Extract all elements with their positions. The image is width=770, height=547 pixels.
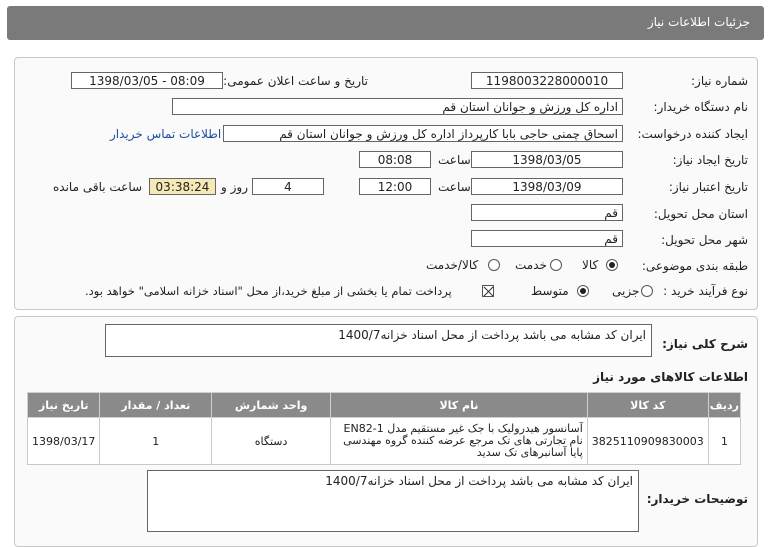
city-label: شهر محل تحویل: bbox=[661, 233, 748, 247]
process-medium-label: متوسط bbox=[531, 284, 569, 298]
page-header bbox=[7, 6, 764, 40]
cell-qty: 1 bbox=[100, 418, 212, 465]
col-date: تاریخ نیاز bbox=[28, 393, 100, 418]
cell-name: آسانسور هیدرولیک با جک غیر مستقیم مدل EN82-1 نام تجارتی های تک مرجع عرضه کننده گروه مهندسی پایا آسانبرهای تک سدید bbox=[331, 418, 588, 465]
category-goods-label: کالا bbox=[582, 258, 599, 272]
valid-date-field: 1398/03/09 bbox=[471, 178, 623, 195]
process-minor-label: جزیی bbox=[612, 284, 640, 298]
valid-date-label: تاریخ اعتبار نیاز: bbox=[668, 180, 748, 194]
col-row: ردیف bbox=[708, 393, 740, 418]
category-goods-service-radio[interactable] bbox=[488, 259, 500, 271]
buyer-notes-label: توضیحات خریدار: bbox=[646, 492, 748, 506]
created-time-label: ساعت bbox=[438, 153, 471, 167]
time-left-label: ساعت باقی مانده bbox=[53, 180, 143, 194]
time-left-field: 03:38:24 bbox=[149, 178, 216, 195]
treasury-payment-checkbox[interactable] bbox=[482, 285, 494, 297]
province-field: قم bbox=[471, 204, 623, 221]
need-number-field: 1198003228000010 bbox=[471, 72, 623, 89]
buyer-org-field: اداره کل ورزش و جوانان استان قم bbox=[172, 98, 623, 115]
process-medium-radio[interactable] bbox=[577, 285, 589, 297]
category-service-radio[interactable] bbox=[550, 259, 562, 271]
created-time-field: 08:08 bbox=[359, 151, 431, 168]
cell-code: 3825110909830003 bbox=[587, 418, 708, 465]
cell-date: 1398/03/17 bbox=[28, 418, 100, 465]
created-date-label: تاریخ ایجاد نیاز: bbox=[672, 153, 748, 167]
creator-field: اسحاق چمنی حاجی بابا کارپرداز اداره کل ورزش و جوانان استان قم bbox=[223, 125, 623, 142]
cell-unit: دستگاه bbox=[212, 418, 331, 465]
creator-label: ایجاد کننده درخواست: bbox=[637, 127, 748, 141]
announce-label: تاریخ و ساعت اعلان عمومی: bbox=[223, 74, 368, 88]
cell-row: 1 bbox=[708, 418, 740, 465]
category-service-label: خدمت bbox=[515, 258, 547, 272]
items-table bbox=[27, 392, 741, 465]
buyer-notes-field: ایران کد مشابه می باشد پرداخت از محل اسناد خزانه1400/7 bbox=[147, 470, 639, 532]
summary-label: شرح کلی نیاز: bbox=[662, 337, 748, 351]
category-label: طبقه بندی موضوعی: bbox=[641, 259, 748, 273]
items-section-title: اطلاعات کالاهای مورد نیاز bbox=[593, 370, 748, 384]
valid-time-label: ساعت bbox=[438, 180, 471, 194]
col-code: کد کالا bbox=[587, 393, 708, 418]
col-unit: واحد شمارش bbox=[212, 393, 331, 418]
city-field: قم bbox=[471, 230, 623, 247]
announce-datetime-field: 1398/03/05 - 08:09 bbox=[71, 72, 223, 89]
created-date-field: 1398/03/05 bbox=[471, 151, 623, 168]
page-title: جزئیات اطلاعات نیاز bbox=[647, 15, 750, 29]
province-label: استان محل تحویل: bbox=[653, 207, 748, 221]
buyer-contact-link[interactable]: اطلاعات تماس خریدار bbox=[110, 127, 222, 141]
col-qty: تعداد / مقدار bbox=[100, 393, 212, 418]
days-left-field: 4 bbox=[252, 178, 324, 195]
process-label: نوع فرآیند خرید : bbox=[663, 284, 748, 298]
category-goods-service-label: کالا/خدمت bbox=[426, 258, 479, 272]
summary-field: ایران کد مشابه می باشد پرداخت از محل اسناد خزانه1400/7 bbox=[105, 324, 652, 357]
payment-note: پرداخت تمام یا بخشی از مبلغ خرید،از محل "اسناد خزانه اسلامی" خواهد بود. bbox=[85, 284, 452, 298]
table-row bbox=[28, 418, 741, 465]
valid-time-field: 12:00 bbox=[359, 178, 431, 195]
items-table-header bbox=[28, 393, 741, 418]
col-name: نام کالا bbox=[331, 393, 588, 418]
category-goods-radio[interactable] bbox=[606, 259, 618, 271]
need-number-label: شماره نیاز: bbox=[691, 74, 748, 88]
process-minor-radio[interactable] bbox=[641, 285, 653, 297]
buyer-org-label: نام دستگاه خریدار: bbox=[653, 100, 748, 114]
days-and-label: روز و bbox=[221, 180, 248, 194]
